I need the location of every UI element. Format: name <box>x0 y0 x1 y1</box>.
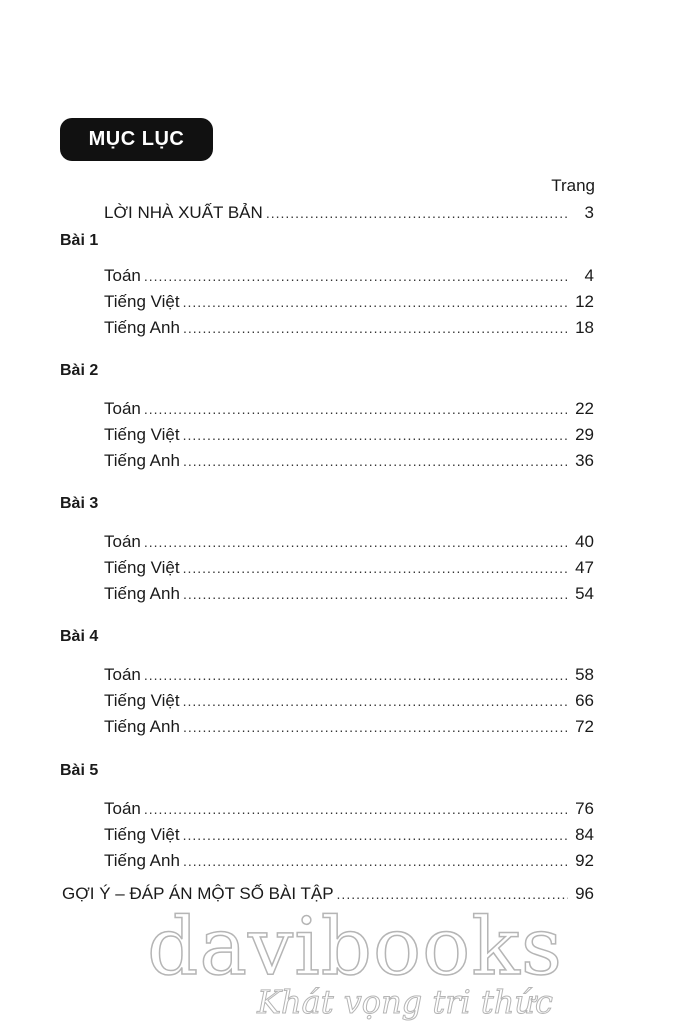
dot-leader <box>144 798 568 820</box>
dot-leader <box>144 398 568 420</box>
entry-label: Tiếng Việt <box>104 292 180 311</box>
toc-entry[interactable] <box>104 531 594 553</box>
entry-label: GỢI Ý – ĐÁP ÁN MỘT SỐ BÀI TẬP <box>62 884 334 903</box>
lesson-heading-1: Bài 1 <box>60 232 99 249</box>
dot-leader <box>183 424 568 446</box>
entry-page: 12 <box>575 292 594 311</box>
entry-label: Tiếng Việt <box>104 558 180 577</box>
toc-entry[interactable] <box>104 398 594 420</box>
entry-page: 40 <box>575 532 594 551</box>
entry-label: Toán <box>104 665 141 684</box>
entry-label: Tiếng Anh <box>104 851 180 870</box>
lesson-heading-3: Bài 3 <box>60 495 99 512</box>
entry-page: 72 <box>575 717 594 736</box>
entry-label: Toán <box>104 266 141 285</box>
page-column-header: Trang <box>551 176 595 195</box>
toc-entry[interactable] <box>104 583 594 605</box>
toc-entry[interactable] <box>104 424 594 446</box>
entry-page: 47 <box>575 558 594 577</box>
toc-entry[interactable] <box>104 664 594 686</box>
entry-label: Tiếng Việt <box>104 425 180 444</box>
lesson-heading-2: Bài 2 <box>60 362 99 379</box>
toc-entry[interactable] <box>104 450 594 472</box>
dot-leader <box>144 664 568 686</box>
entry-page: 22 <box>575 399 594 418</box>
entry-page: 92 <box>575 851 594 870</box>
toc-entry[interactable] <box>104 716 594 738</box>
entry-label: Tiếng Việt <box>104 825 180 844</box>
toc-entry[interactable] <box>104 690 594 712</box>
toc-entry-preface[interactable] <box>104 202 594 224</box>
dot-leader <box>183 317 568 339</box>
dot-leader <box>183 824 568 846</box>
dot-leader <box>183 291 568 313</box>
entry-label: Toán <box>104 532 141 551</box>
lesson-heading-4: Bài 4 <box>60 628 99 645</box>
toc-entry[interactable] <box>104 291 594 313</box>
watermark-slogan: Khát vọng tri thức <box>257 983 553 1021</box>
entry-page: 76 <box>575 799 594 818</box>
entry-page: 84 <box>575 825 594 844</box>
entry-page: 36 <box>575 451 594 470</box>
toc-entry[interactable] <box>104 824 594 846</box>
dot-leader <box>183 557 568 579</box>
dot-leader <box>266 202 568 224</box>
toc-entry[interactable] <box>104 557 594 579</box>
toc-entry[interactable] <box>104 798 594 820</box>
entry-label: Toán <box>104 399 141 418</box>
entry-label: Tiếng Việt <box>104 691 180 710</box>
entry-page: 58 <box>575 665 594 684</box>
dot-leader <box>183 583 568 605</box>
toc-entry[interactable] <box>104 317 594 339</box>
entry-label: Toán <box>104 799 141 818</box>
watermark-logo: davibooks <box>147 900 563 993</box>
toc-title: MỤC LỤC <box>60 118 213 161</box>
entry-page: 29 <box>575 425 594 444</box>
entry-label: Tiếng Anh <box>104 717 180 736</box>
entry-label: Tiếng Anh <box>104 584 180 603</box>
entry-label: LỜI NHÀ XUẤT BẢN <box>104 203 263 222</box>
entry-label: Tiếng Anh <box>104 451 180 470</box>
dot-leader <box>183 690 568 712</box>
entry-page: 54 <box>575 584 594 603</box>
dot-leader <box>144 265 568 287</box>
entry-page: 3 <box>584 203 594 222</box>
dot-leader <box>183 450 568 472</box>
entry-label: Tiếng Anh <box>104 318 180 337</box>
entry-page: 18 <box>575 318 594 337</box>
toc-entry[interactable] <box>104 850 594 872</box>
dot-leader <box>183 716 568 738</box>
entry-page: 4 <box>584 266 594 285</box>
toc-entry[interactable] <box>104 265 594 287</box>
entry-page: 96 <box>575 884 594 903</box>
entry-page: 66 <box>575 691 594 710</box>
dot-leader <box>144 531 568 553</box>
dot-leader <box>183 850 568 872</box>
lesson-heading-5: Bài 5 <box>60 762 99 779</box>
